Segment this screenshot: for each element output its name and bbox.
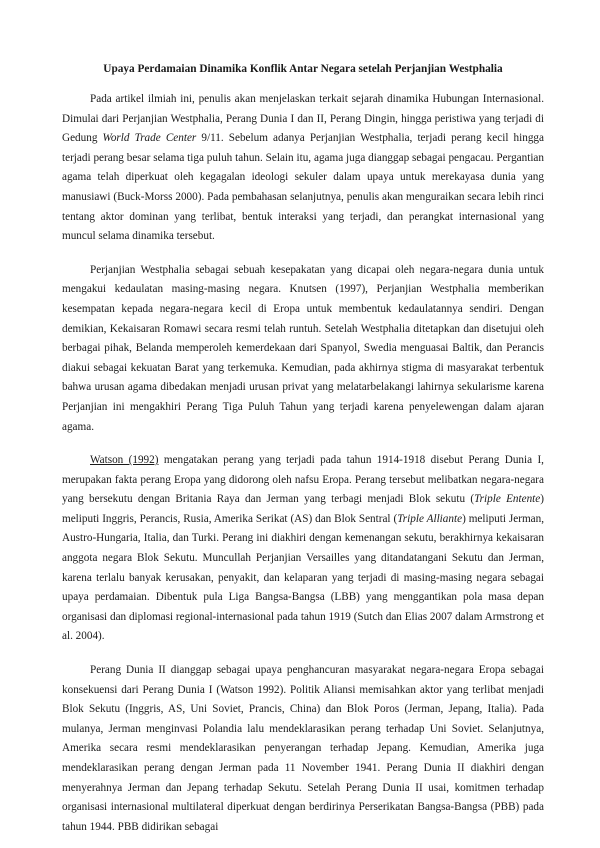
- text-segment: Perjanjian Westphalia sebagai sebuah kesepakatan yang dicapai oleh negara-negara dunia untuk mengakui kedaulatan masing-masing negara. Knutsen (1997), Perjanjian Westphalia memberikan kesempatan kepada negara-negara kecil di Eropa untuk membentuk kedaulatannya sendiri. Dengan demikian, Kekaisaran Romawi secara resmi telah runtuh. Setelah Westphalia ditetapkan dan disetujui oleh berbagai pihak, Belanda memperoleh kemerdekaan dari Spanyol, Swedia menguasai Baltik, dan Perancis diakui sebagai kekuatan Barat yang terkemuka. Kemudian, pada akhirnya stigma di masyarakat terbentuk bahwa urusan agama dibedakan menjadi urusan privat yang melatarbelakangi lahirnya sekularisme karena Perjanjian ini mengakhiri Perang Tiga Puluh Tahun yang terjadi karena penyelewengan dalam ajaran agama.: [62, 263, 544, 433]
- citation-link[interactable]: Watson (1992): [90, 454, 159, 467]
- text-segment-italic: Triple Entente: [474, 493, 541, 506]
- text-segment: ) meliputi Jerman, Austro-Hungaria, Italia, dan Turki. Perang ini diakhiri dengan kemenangan sekutu, berakhirnya kekaisaran anggota negara Blok Sekutu. Muncullah Perjanjian Versailles yang ditandatangani Sekutu dan Jerman, karena terlalu banyak kerusakan, penyakit, dan kelaparan yang terjadi di masing-masing negara sebagai upaya perdamaian. Dibentuk pula Liga Bangsa-Bangsa (LBB) yang menggantikan pola masa depan organisasi dan diplomasi regional-internasional pada tahun 1919 (Sutch dan Elias 2007 dalam Armstrong et al. 2004).: [62, 512, 545, 643]
- text-segment: Perang Dunia II dianggap sebagai upaya penghancuran masyarakat negara-negara Eropa sebagai konsekuensi dari Perang Dunia I (Watson 1992). Politik Aliansi memisahkan aktor yang terlibat menjadi Blok Sekutu (Inggris, AS, Uni Soviet, Prancis, China) dan Blok Poros (Jerman, Jepang, Italia). Pada mulanya, Jerman menginvasi Polandia lalu mendeklarasikan perang terhadap Uni Soviet. Selanjutnya, Amerika secara resmi mendeklarasikan penyerangan terhadap Jepang. Kemudian, Amerika juga mendeklarasikan perang dengan Jerman pada 11 November 1941. Perang Dunia II diakhiri dengan menyerahnya Jerman dan Jepang terhadap Sekutu. Setelah Perang Dunia II usai, komitmen terhadap organisasi internasional multilateral diperkuat dengan berdirinya Perserikatan Bangsa-Bangsa (PBB) pada tahun 1944. PBB didirikan sebagai: [62, 664, 544, 833]
- text-segment-italic: Triple Alliante: [397, 512, 463, 525]
- paragraph-westphalia: [62, 261, 544, 437]
- paragraph-world-war-2: [62, 661, 544, 837]
- text-segment: Pada artikel ilmiah ini, penulis akan menjelaskan terkait sejarah dinamika Hubungan Internasional. Dimulai dari Perjanjian Westphalia, Perang Dunia I dan II, Perang Dingin, hingga peristiwa yang terjadi di Gedung: [62, 93, 544, 145]
- document-title: Upaya Perdamaian Dinamika Konflik Antar Negara setelah Perjanjian Westphalia: [103, 63, 503, 75]
- paragraph-world-war-1: [62, 451, 544, 647]
- text-segment: ) meliputi Inggris, Perancis, Rusia, Amerika Serikat (AS) dan Blok Sentral (: [62, 493, 544, 525]
- paragraph-intro: [62, 90, 544, 247]
- text-segment: mengatakan perang yang terjadi pada tahun 1914-1918 disebut Perang Dunia I, merupakan fakta perang Eropa yang didorong oleh nafsu Eropa. Perang tersebut melibatkan negara-negara yang bersekutu dengan Britania Raya dan Jerman yang terbagi menjadi Blok sekutu (: [62, 454, 544, 506]
- text-segment: 9/11. Sebelum adanya Perjanjian Westphalia, terjadi perang kecil hingga terjadi perang besar selama tiga puluh tahun. Selain itu, agama juga dianggap sebagai pengacau. Pergantian agama telah diperkuat oleh kegagalan ideologi sekuler dalam upaya untuk merekayasa dunia yang manusiawi (Buck-Morss 2000). Pada pembahasan selanjutnya, penulis akan menguraikan secara lebih rinci tentang aktor dominan yang terlibat, bentuk interaksi yang terjadi, dan perangkat internasional yang muncul selama dinamika tersebut.: [62, 132, 544, 243]
- text-segment-italic: World Trade Center: [102, 132, 197, 145]
